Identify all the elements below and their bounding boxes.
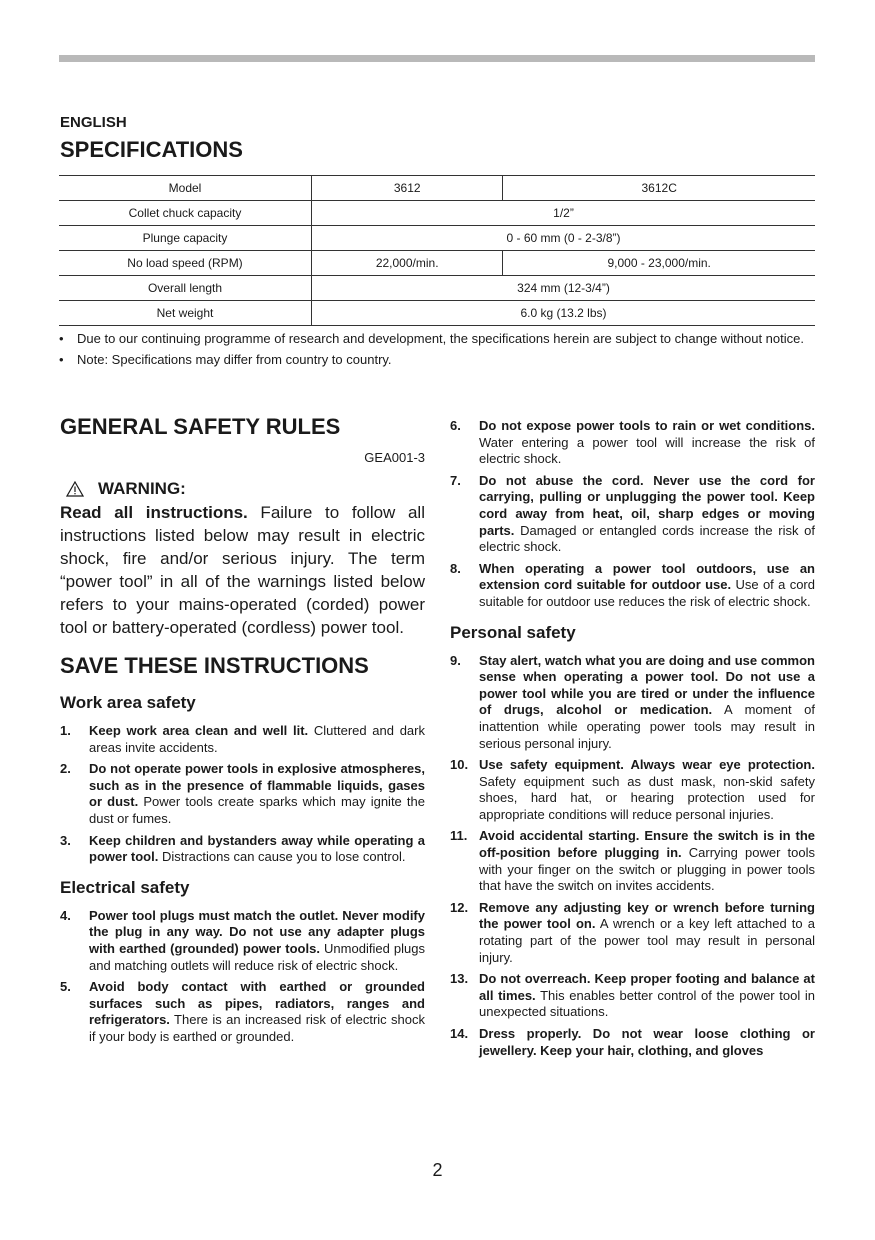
spec-value: 0 - 60 mm (0 - 2-3/8”) — [312, 226, 816, 251]
item-text — [89, 908, 425, 974]
list-item — [60, 761, 425, 827]
spec-notes — [59, 330, 815, 372]
spec-value: 3612C — [503, 176, 815, 201]
item-number: 13. — [450, 971, 469, 987]
item-bold: Do not expose power tools to rain or wet conditions. — [479, 418, 815, 433]
language-label: ENGLISH — [60, 114, 127, 131]
table-row — [59, 226, 815, 251]
table-row — [59, 201, 815, 226]
warning-triangle-icon — [66, 480, 92, 498]
list-item — [450, 653, 815, 753]
warning-label: WARNING: — [98, 479, 186, 498]
item-number: 10. — [450, 757, 469, 773]
item-number: 12. — [450, 899, 469, 915]
item-number: 4. — [60, 907, 71, 923]
item-bold: When operating a power tool outdoors, use an extension cord suitable for outdoor use. — [479, 560, 815, 593]
save-instructions-title: SAVE THESE INSTRUCTIONS — [60, 653, 369, 678]
item-text — [479, 473, 815, 556]
list-item — [450, 1026, 815, 1059]
list-item — [450, 971, 815, 1021]
item-bold: Dress properly. Do not wear loose clothing or jewellery. Keep your hair, clothing, and gloves — [479, 1026, 815, 1058]
right-column — [450, 418, 815, 1064]
warning-lead-text: Failure to follow all instructions listed below may result in electric shock, fire and/or serious injury. The term “power tool” in all of the warnings listed below refers to your mains-operated (corded) power tool or battery-operated (cordless) power tool. — [60, 503, 425, 637]
item-text — [89, 833, 425, 866]
list-item — [450, 828, 815, 894]
item-bold: Stay alert, watch what you are doing and use common sense when operating a power tool. Do not use a power tool while you are tired or under the influence of drugs, alcohol or medication. — [479, 652, 815, 718]
item-bold: Do not overreach. Keep proper footing and balance at all times. — [479, 971, 815, 1003]
item-bold: Use safety equipment. Always wear eye protection. — [479, 757, 815, 773]
item-text — [89, 761, 425, 827]
list-item — [450, 473, 815, 556]
item-bold: Keep work area clean and well lit. — [89, 723, 309, 738]
spec-value: 6.0 kg (13.2 lbs) — [312, 301, 816, 326]
item-number: 8. — [450, 560, 461, 576]
spec-value: 1/2” — [312, 201, 816, 226]
specifications-table — [59, 175, 815, 326]
item-number: 14. — [450, 1026, 469, 1041]
item-number: 3. — [60, 832, 71, 848]
item-number: 2. — [60, 761, 71, 777]
spec-label: Plunge capacity — [59, 226, 312, 251]
list-item — [60, 833, 425, 866]
document-code: GEA001-3 — [364, 450, 425, 465]
item-text — [479, 757, 815, 823]
item-number: 9. — [450, 652, 461, 668]
list-item — [450, 757, 815, 823]
item-number: 5. — [60, 979, 71, 995]
item-body: Distractions can cause you to lose control. — [158, 849, 406, 865]
item-bold: Power tool plugs must match the outlet. Never modify the plug in any way. Do not use any adapter plugs with earthed (grounded) power tools. — [89, 907, 425, 956]
item-bold: Do not operate power tools in explosive atmospheres, such as in the presence of flammable liquids, gases or dust. — [89, 761, 425, 810]
left-column — [60, 412, 425, 1051]
item-number: 11. — [450, 828, 468, 844]
warning-lead-bold: Read all instructions. — [60, 503, 248, 522]
item-text — [479, 418, 815, 468]
item-text — [89, 979, 425, 1045]
table-row — [59, 276, 815, 301]
item-body: Cluttered and dark areas invite accidents. — [89, 723, 425, 755]
list-item — [450, 900, 815, 966]
spec-value: 3612 — [312, 176, 503, 201]
spec-label: Model — [59, 176, 312, 201]
item-text — [479, 561, 815, 611]
item-number: 1. — [60, 723, 71, 738]
item-number: 7. — [450, 472, 461, 488]
item-body: Use of a cord suitable for outdoor use reduces the risk of electric shock. — [479, 577, 815, 609]
item-body: There is an increased risk of electric shock if your body is earthed or grounded. — [89, 1012, 425, 1044]
section-heading-electrical: Electrical safety — [60, 877, 190, 897]
warning-text — [60, 501, 425, 639]
item-text — [89, 723, 425, 756]
spec-label: Collet chuck capacity — [59, 201, 312, 226]
item-body: Carrying power tools with your finger on the switch or plugging in power tools that have the switch on invites accidents. — [479, 845, 815, 894]
item-body: This enables better control of the power tool in unexpected situations. — [479, 987, 815, 1020]
spec-note: • Note: Specifications may differ from country to country. — [59, 351, 815, 368]
item-bold: Avoid body contact with earthed or grounded surfaces such as pipes, radiators, ranges and refrigerators. — [89, 979, 425, 1028]
item-body: Safety equipment such as dust mask, non-skid safety shoes, hard hat, or hearing protection used for appropriate conditions will reduce personal injuries. — [479, 773, 815, 822]
table-row — [59, 301, 815, 326]
list-item — [60, 979, 425, 1045]
spec-note: • Due to our continuing programme of research and development, the specifications herein are subject to change without notice. — [59, 330, 815, 347]
item-bold: Do not abuse the cord. Never use the cord for carrying, pulling or unplugging the power tool. Keep cord away from heat, oil, sharp edges or moving parts. — [479, 472, 815, 538]
item-text — [479, 828, 815, 894]
item-body: A wrench or a key left attached to a rotating part of the power tool may result in personal injury. — [479, 916, 815, 965]
spec-label: Net weight — [59, 301, 312, 326]
section-heading-personal: Personal safety — [450, 622, 576, 642]
spec-value: 22,000/min. — [312, 251, 503, 276]
list-item — [450, 418, 815, 468]
table-row — [59, 251, 815, 276]
item-body: Power tools create sparks which may ignite the dust or fumes. — [89, 794, 425, 826]
item-text — [479, 971, 815, 1021]
section-heading-work-area: Work area safety — [60, 693, 196, 712]
list-item — [60, 908, 425, 974]
item-bold: Avoid accidental starting. Ensure the switch is in the off-position before plugging in. — [479, 828, 815, 861]
spec-label: No load speed (RPM) — [59, 251, 312, 276]
item-body: A moment of inattention while operating power tools may result in serious personal injury. — [479, 702, 816, 751]
top-rule — [59, 55, 815, 62]
item-bold: Keep children and bystanders away while operating a power tool. — [89, 832, 425, 865]
item-bold: Remove any adjusting key or wrench before turning the power tool on. — [479, 899, 815, 932]
item-body: Unmodified plugs and matching outlets will reduce risk of electric shock. — [89, 940, 425, 973]
spec-value: 9,000 - 23,000/min. — [503, 251, 815, 276]
item-body: Damaged or entangled cords increase the risk of electric shock. — [479, 522, 815, 555]
page-number: 2 — [432, 1160, 443, 1180]
item-number: 6. — [450, 418, 461, 433]
specifications-title: SPECIFICATIONS — [60, 137, 243, 162]
warning-heading — [60, 479, 425, 499]
list-item — [60, 723, 425, 756]
item-text — [479, 653, 815, 753]
spec-value: 324 mm (12-3/4”) — [312, 276, 816, 301]
item-text — [479, 900, 815, 966]
table-row — [59, 176, 815, 201]
item-body: Water entering a power tool will increase the risk of electric shock. — [479, 434, 815, 467]
list-item — [450, 561, 815, 611]
item-text — [479, 1026, 815, 1059]
safety-rules-title: GENERAL SAFETY RULES — [60, 414, 341, 439]
spec-label: Overall length — [59, 276, 312, 301]
